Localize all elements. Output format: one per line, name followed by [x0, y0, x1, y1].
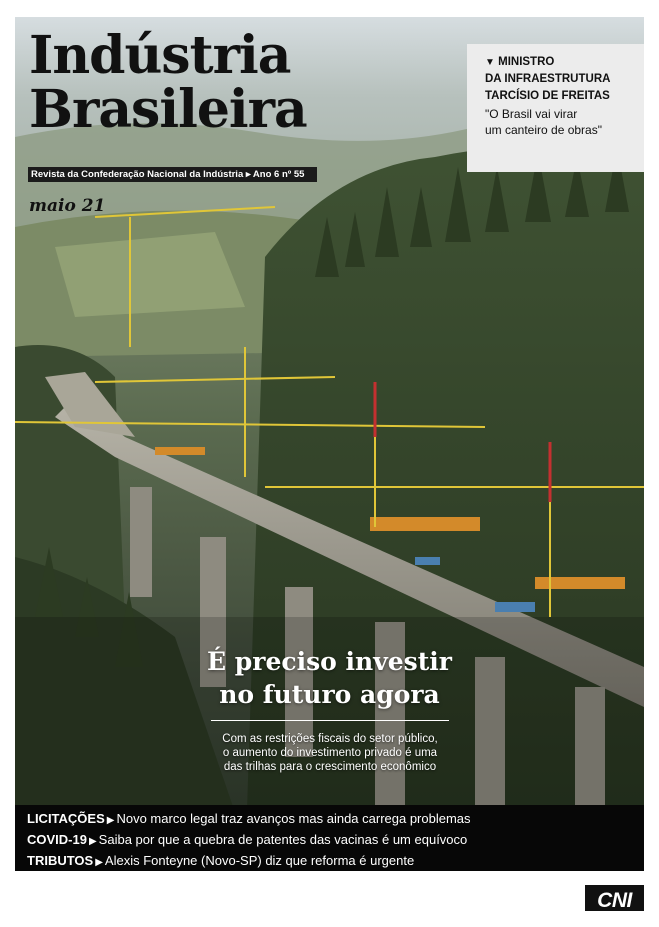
teaser-label-line-3: TARCÍSIO DE FREITAS — [485, 90, 610, 102]
news-category: COVID-19 — [27, 832, 87, 847]
triangle-right-icon: ▶ — [95, 857, 103, 868]
teaser-label-line-2: DA INFRAESTRUTURA — [485, 73, 611, 85]
cover-standfirst — [205, 732, 455, 774]
headline-line-1: É preciso investir — [207, 647, 452, 676]
teaser-quote-line-2: um canteiro de obras" — [485, 123, 602, 137]
cover-headline — [15, 645, 644, 711]
standfirst-line-1: Com as restrições fiscais do setor público, — [222, 733, 438, 745]
news-category: TRIBUTOS — [27, 853, 94, 868]
masthead-line-1: Indústria — [29, 25, 291, 86]
bottom-news-bar — [15, 805, 644, 871]
cover — [15, 17, 644, 871]
masthead-line-2: Brasileira — [29, 79, 307, 140]
teaser-box — [467, 44, 644, 172]
teaser-quote-line-1: "O Brasil vai virar — [485, 107, 578, 121]
headline-divider — [211, 720, 449, 721]
news-text: Novo marco legal traz avanços mas ainda carrega problemas — [116, 811, 471, 826]
news-item — [27, 809, 644, 830]
teaser-quote — [485, 106, 632, 138]
standfirst-line-2: o aumento do investimento privado é uma — [222, 747, 438, 759]
standfirst-line-3: das trilhas para o crescimento econômico — [223, 761, 437, 773]
news-text: Alexis Fonteyne (Novo-SP) diz que reforma é urgente — [104, 853, 415, 868]
cni-logo: CNI — [585, 885, 644, 911]
magazine-masthead — [29, 25, 307, 140]
issue-subline: Revista da Confederação Nacional da Indústria ▸ Ano 6 nº 55 — [28, 167, 317, 182]
triangle-down-icon: ▼ — [485, 57, 495, 68]
news-item — [27, 830, 644, 851]
triangle-right-icon: ▶ — [88, 836, 97, 847]
headline-line-2: no futuro agora — [219, 680, 440, 709]
issue-date: maio 21 — [29, 196, 106, 216]
teaser-label — [485, 54, 632, 105]
news-category: LICITAÇÕES — [27, 811, 105, 826]
news-item — [27, 851, 644, 871]
triangle-right-icon: ▶ — [106, 815, 115, 826]
teaser-label-line-1: MINISTRO — [498, 56, 555, 68]
news-text: Saiba por que a quebra de patentes das vacinas é um equívoco — [98, 832, 468, 847]
